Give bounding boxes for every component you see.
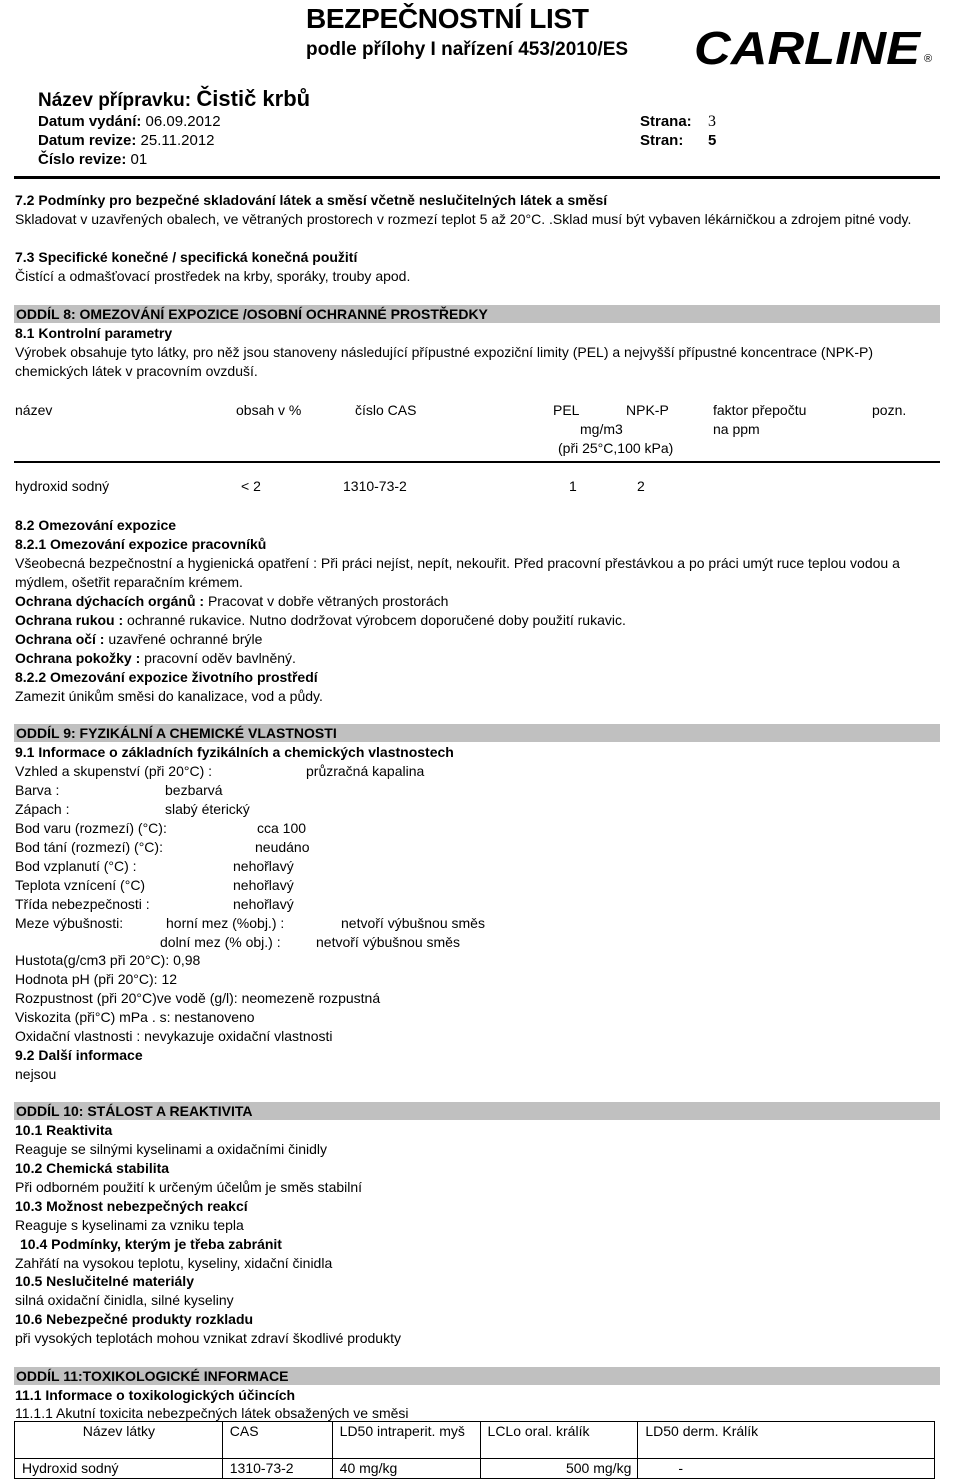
tox-cell: 500 mg/kg xyxy=(480,1459,638,1479)
product-label: Název přípravku: xyxy=(38,90,192,111)
col-content: obsah v % xyxy=(236,402,302,418)
row-pel: 1 xyxy=(569,478,577,494)
row-npk: 2 xyxy=(637,478,645,494)
row-name: hydroxid sodný xyxy=(15,478,110,494)
tox-header-cell: LD50 derm. Králík xyxy=(638,1422,935,1459)
eye-protection: Ochrana očí : uzavřené ochranné brýle xyxy=(15,631,263,647)
flash-label: Bod vzplanutí (°C) : xyxy=(15,858,137,874)
text-10-3: Reaguje s kyselinami za vzniku tepla xyxy=(15,1217,244,1233)
heading-8-2-1: 8.2.1 Omezování expozice pracovníků xyxy=(15,536,267,552)
melting-label: Bod tání (rozmezí) (°C): xyxy=(15,839,163,855)
unit-ppm: na ppm xyxy=(713,421,760,437)
odor-label: Zápach : xyxy=(15,801,70,817)
tox-cell: 40 mg/kg xyxy=(332,1459,480,1479)
tox-header-cell: LD50 intraperit. myš xyxy=(332,1422,480,1459)
heading-10-4: 10.4 Podmínky, kterým je třeba zabránit xyxy=(20,1236,282,1252)
text-8-2-1: Všeobecná bezpečnostní a hygienická opatření : Při práci nejíst, nepít, nekouřit. Před pracovní přestávkou a po práci umýt ruce teplou vodou a mýdlem, ošetřit reparačním krémem. xyxy=(15,555,900,590)
appearance-label: Vzhled a skupenství (při 20°C) : xyxy=(15,763,213,779)
row-cas: 1310-73-2 xyxy=(343,478,407,494)
explosive-label: Meze výbušnosti: xyxy=(15,915,124,931)
hand-protection: Ochrana rukou : ochranné rukavice. Nutno dodržovat výrobcem doporučené doby použití rukavic. xyxy=(15,612,626,628)
heading-10-2: 10.2 Chemická stabilita xyxy=(15,1160,170,1176)
document-subtitle: podle přílohy I nařízení 453/2010/ES xyxy=(306,39,629,60)
carline-logo xyxy=(692,24,938,72)
text-10-4: Zahřátí na vysokou teplotu, kyseliny, xidační činidla xyxy=(15,1255,333,1271)
flash-value: nehořlavý xyxy=(233,858,294,874)
lower-limit-label: dolní mez (% obj.) : xyxy=(160,934,281,950)
ignition-label: Teplota vznícení (°C) xyxy=(15,877,146,893)
unit-mg: mg/m3 xyxy=(580,421,623,437)
appearance-value: průzračná kapalina xyxy=(306,763,425,779)
table-row xyxy=(15,1459,935,1479)
solubility: Rozpustnost (při 20°C)ve vodě (g/l): neomezeně rozpustná xyxy=(15,990,381,1006)
logo-registered-mark: ® xyxy=(924,53,933,65)
skin-protection: Ochrana pokožky : pracovní oděv bavlněný. xyxy=(15,650,296,666)
tox-cell: Hydroxid sodný xyxy=(15,1459,223,1479)
tox-cell: - xyxy=(638,1459,935,1479)
boiling-label: Bod varu (rozmezí) (°C): xyxy=(15,820,167,836)
tox-header-cell: LCLo oral. králík xyxy=(480,1422,638,1459)
page-count: 5 xyxy=(708,132,717,149)
heading-9-1: 9.1 Informace o základních fyzikálních a chemických vlastnostech xyxy=(15,744,454,760)
toxicity-table xyxy=(14,1421,935,1479)
color-value: bezbarvá xyxy=(165,782,223,798)
text-10-6: při vysokých teplotách mohou vznikat zdraví škodlivé produkty xyxy=(15,1330,401,1346)
table-divider xyxy=(14,461,940,463)
issue-date: Datum vydání: 06.09.2012 xyxy=(38,113,221,130)
ignition-value: nehořlavý xyxy=(233,877,294,893)
lower-limit-value: netvoří výbušnou směs xyxy=(316,934,460,950)
heading-11-1-1: 11.1.1 Akutní toxicita nebezpečných látek obsažených ve směsi xyxy=(15,1405,409,1421)
text-9-2: nejsou xyxy=(15,1066,57,1082)
heading-7-2: 7.2 Podmínky pro bezpečné skladování látek a směsí včetně neslučitelných látek a směsí xyxy=(15,192,608,208)
text-7-3: Čistící a odmašťovací prostředek na krby, sporáky, trouby apod. xyxy=(15,268,411,284)
viscosity: Viskozita (při°C) mPa . s: nestanoveno xyxy=(15,1009,255,1025)
section-10-heading: ODDÍL 10: STÁLOST A REAKTIVITA xyxy=(14,1102,940,1120)
heading-11-1: 11.1 Informace o toxikologických účincích xyxy=(15,1387,296,1403)
toxicity-header-row xyxy=(15,1422,935,1459)
revision-number: Číslo revize: 01 xyxy=(38,151,148,168)
col-pel: PEL xyxy=(553,402,580,418)
class-label: Třída nebezpečnosti : xyxy=(15,896,150,912)
text-8-2-2: Zamezit únikům směsi do kanalizace, vod a půdy. xyxy=(15,688,323,704)
text-10-5: silná oxidační činidla, silné kyseliny xyxy=(15,1292,234,1308)
product-name: Čistič krbů xyxy=(196,86,311,111)
heading-10-1: 10.1 Reaktivita xyxy=(15,1122,113,1138)
oxidizing-properties: Oxidační vlastnosti : nevykazuje oxidační vlastnosti xyxy=(15,1028,333,1044)
section-9-heading: ODDÍL 9: FYZIKÁLNÍ A CHEMICKÉ VLASTNOSTI xyxy=(14,724,940,742)
document-title: BEZPEČNOSTNÍ LIST xyxy=(306,3,589,34)
color-label: Barva : xyxy=(15,782,60,798)
tox-header-cell: CAS xyxy=(222,1422,332,1459)
revision-date: Datum revize: 25.11.2012 xyxy=(38,132,215,149)
col-cas: číslo CAS xyxy=(355,402,417,418)
col-npk: NPK-P xyxy=(626,402,669,418)
melting-value: neudáno xyxy=(255,839,310,855)
respiratory-protection: Ochrana dýchacích orgánů : Pracovat v dobře větraných prostorách xyxy=(15,593,449,609)
upper-limit-label: horní mez (%obj.) : xyxy=(166,915,285,931)
unit-conditions: (při 25°C,100 kPa) xyxy=(558,440,674,456)
boiling-value: cca 100 xyxy=(257,820,307,836)
heading-7-3: 7.3 Specifické konečné / specifická konečná použití xyxy=(15,249,358,265)
page-number-label: Strana: xyxy=(640,113,692,130)
tox-header-cell: Název látky xyxy=(15,1422,223,1459)
upper-limit-value: netvoří výbušnou směs xyxy=(341,915,485,931)
col-factor: faktor přepočtu xyxy=(713,402,807,418)
tox-cell: 1310-73-2 xyxy=(222,1459,332,1479)
heading-10-5: 10.5 Neslučitelné materiály xyxy=(15,1273,194,1289)
text-7-2: Skladovat v uzavřených obalech, ve větraných prostorech v rozmezí teplot 5 až 20°C. .Sklad musí být vybaven lékárničkou a zdrojem pitné vody. xyxy=(15,211,912,227)
text-10-1: Reaguje se silnými kyselinami a oxidačními činidly xyxy=(15,1141,328,1157)
ph-value: Hodnota pH (při 20°C): 12 xyxy=(15,971,178,987)
product-line xyxy=(38,86,310,114)
row-content: < 2 xyxy=(241,478,261,494)
page-number: 3 xyxy=(708,113,716,130)
page-count-label: Stran: xyxy=(640,132,684,149)
heading-9-2: 9.2 Další informace xyxy=(15,1047,143,1063)
heading-8-1: 8.1 Kontrolní parametry xyxy=(15,325,173,341)
heading-10-3: 10.3 Možnost nebezpečných reakcí xyxy=(15,1198,248,1214)
col-name: název xyxy=(15,402,53,418)
odor-value: slabý éterický xyxy=(165,801,250,817)
class-value: nehořlavý xyxy=(233,896,294,912)
section-8-heading: ODDÍL 8: OMEZOVÁNÍ EXPOZICE /OSOBNÍ OCHRANNÉ PROSTŘEDKY xyxy=(14,305,940,323)
density: Hustota(g/cm3 při 20°C): 0,98 xyxy=(15,952,201,968)
heading-8-2-2: 8.2.2 Omezování expozice životního prostředí xyxy=(15,669,318,685)
heading-8-2: 8.2 Omezování expozice xyxy=(15,517,177,533)
text-10-2: Při odborném použití k určeným účelům je směs stabilní xyxy=(15,1179,363,1195)
text-8-1: Výrobek obsahuje tyto látky, pro něž jsou stanoveny následující přípustné expoziční limity (PEL) a nejvyšší přípustné koncentrace (NPK-P) chemických látek v pracovním ovzduší. xyxy=(15,344,874,379)
logo-wordmark: CARLINE xyxy=(694,24,922,72)
section-11-heading: ODDÍL 11:TOXIKOLOGICKÉ INFORMACE xyxy=(14,1367,940,1385)
col-note: pozn. xyxy=(872,402,907,418)
heading-10-6: 10.6 Nebezpečné produkty rozkladu xyxy=(15,1311,254,1327)
header-divider xyxy=(14,176,940,179)
